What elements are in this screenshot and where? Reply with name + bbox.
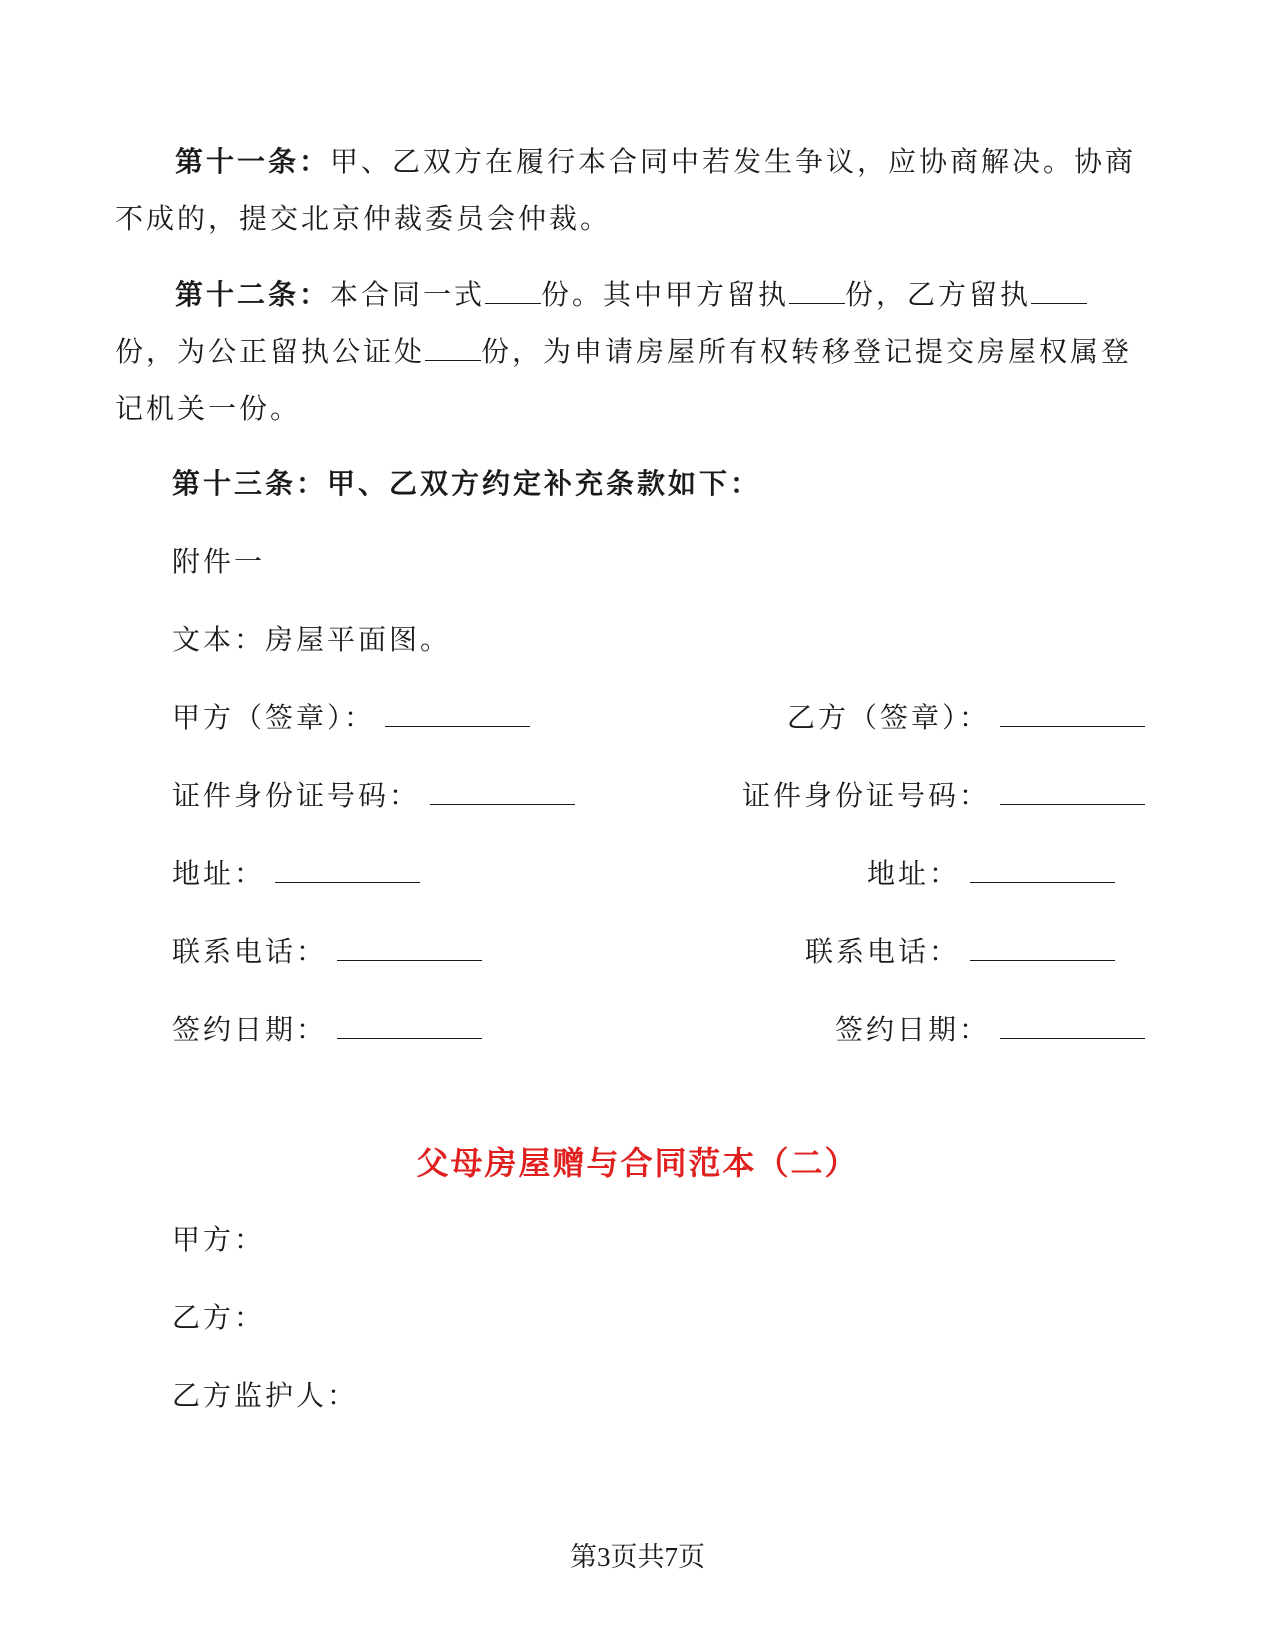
party-b-id-label: 证件身份证号码： [741,779,990,812]
section-2-party-b: 乙方： [172,1301,266,1334]
party-b-id-row [742,774,1145,814]
article-12-part2: 份。其中甲方留执 [541,278,790,311]
section-2-title: 父母房屋赠与合同范本（二） [416,1144,859,1182]
party-a-id-label: 证件身份证号码： [172,779,421,812]
article-13: 第十三条：甲、乙双方约定补充条款如下： [172,467,762,500]
article-12-label: 第十二条： [175,278,331,311]
section-2-party-a: 甲方： [172,1223,266,1256]
article-12 [115,266,1145,437]
party-a-date-label: 签约日期： [172,1013,328,1046]
party-b-sign-row [787,696,1145,736]
party-a-date-blank[interactable] [337,1010,482,1039]
party-b-phone-blank[interactable] [970,932,1115,961]
article-11 [115,133,1145,247]
party-a-id-row [172,774,575,814]
copies-total-blank[interactable] [485,275,541,304]
party-a-phone-row [172,930,482,970]
article-11-label: 第十一条： [175,145,331,178]
party-b-date-blank[interactable] [1000,1010,1145,1039]
party-b-id-blank[interactable] [1000,776,1145,805]
party-a-address-row [172,852,420,892]
party-b-sign-label: 乙方（签章）： [786,701,990,734]
party-a-phone-blank[interactable] [337,932,482,961]
copies-notary-blank[interactable] [425,332,481,361]
article-11-text: 甲、乙双方在履行本合同中若发生争议，应协商解决。协商不成的，提交北京仲裁委员会仲裁。 [115,145,1137,235]
party-a-sign-blank[interactable] [385,698,530,727]
party-b-phone-row [805,930,1115,970]
section-2-party-b-guardian: 乙方监护人： [172,1379,359,1412]
party-a-id-blank[interactable] [430,776,575,805]
party-b-phone-label: 联系电话： [804,935,960,968]
copies-party-a-blank[interactable] [789,275,845,304]
article-12-part1: 本合同一式 [330,278,486,311]
article-12-part4: 份，为公正留执公证处 [115,335,426,368]
party-b-sign-blank[interactable] [1000,698,1145,727]
party-b-address-blank[interactable] [970,854,1115,883]
party-b-address-row [867,852,1115,892]
article-12-part5: 份，为申请房屋所有权转移登记提交房屋权属登记机关一份。 [115,335,1133,425]
party-b-date-row [835,1008,1145,1048]
copies-party-b-blank[interactable] [1031,275,1087,304]
party-a-phone-label: 联系电话： [172,935,328,968]
attachment-title: 附件一 [172,545,266,578]
page-number: 第3页共7页 [570,1542,705,1572]
party-a-sign-label: 甲方（签章）： [172,701,376,734]
party-b-address-label: 地址： [866,857,960,890]
party-a-date-row [172,1008,482,1048]
party-a-address-blank[interactable] [275,854,420,883]
attachment-text: 文本：房屋平面图。 [172,623,452,656]
party-a-address-label: 地址： [172,857,266,890]
article-12-part3: 份，乙方留执 [845,278,1032,311]
party-a-sign-row [172,696,530,736]
party-b-date-label: 签约日期： [834,1013,990,1046]
